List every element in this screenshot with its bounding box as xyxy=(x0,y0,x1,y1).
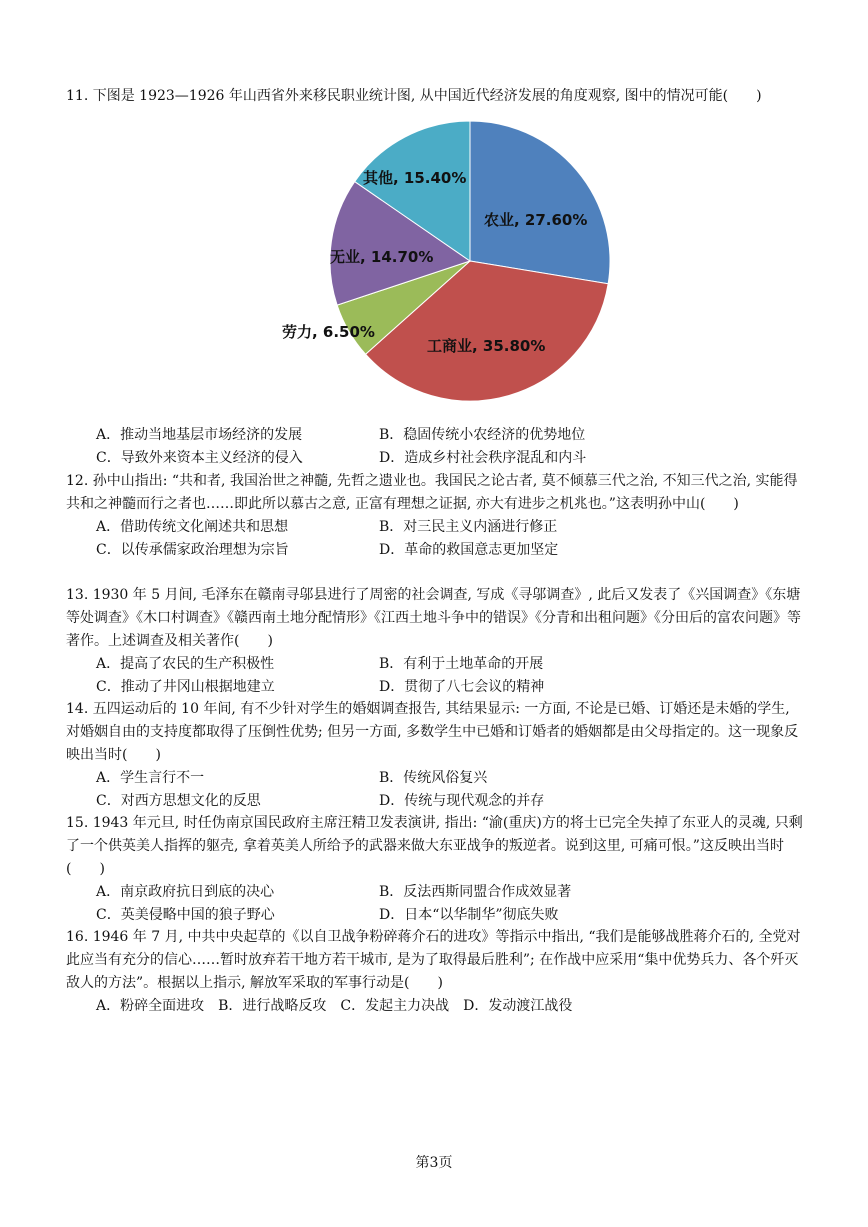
question-14 xyxy=(66,698,806,813)
q12-option-d[interactable]: D．革命的救国意志更加坚定 xyxy=(379,542,559,558)
q13-option-c[interactable]: C．推动了井冈山根据地建立 xyxy=(96,679,275,695)
q14-option-d[interactable]: D．传统与现代观念的并存 xyxy=(379,793,545,809)
question-16-stem: 16. 1946 年 7 月, 中共中央起草的《以自卫战争粉碎蒋介石的进攻》等指示中指出, “我们是能够战胜蒋介石的, 全党对此应当有充分的信心……暂时放弃若干地方若干城市, 是为了取得最后胜利”; 在作战中应采用“集中优势兵力、各个歼灭敌人的方法”。根据以上指示, 解放军采取的军事行动是( ) xyxy=(66,929,801,991)
q16-option-d[interactable]: D．发动渡江战役 xyxy=(463,998,573,1014)
question-15 xyxy=(66,812,806,927)
q11-option-b[interactable]: B．稳固传统小农经济的优势地位 xyxy=(379,427,586,443)
slice-label-agriculture: 农业, 27.60% xyxy=(484,211,588,229)
question-11 xyxy=(66,85,806,108)
q16-option-b[interactable]: B．进行战略反攻 xyxy=(218,998,327,1014)
q12-option-b[interactable]: B．对三民主义内涵进行修正 xyxy=(379,519,558,535)
question-11-stem: 11. 下图是 1923—1926 年山西省外来移民职业统计图, 从中国近代经济发展的角度观察, 图中的情况可能( ) xyxy=(66,88,762,104)
question-13-stem: 13. 1930 年 5 月间, 毛泽东在赣南寻邬县进行了周密的社会调查, 写成《寻邬调查》, 此后又发表了《兴国调查》《东塘等处调查》《木口村调查》《赣西南土地分配情形》《江西土地斗争中的错误》《分青和出租问题》《分田后的富农问题》等著作。上述调查及相关著作( ) xyxy=(66,587,801,649)
slice-label-industry-commerce: 工商业, 35.80% xyxy=(427,337,546,355)
pie-slice-agriculture xyxy=(470,121,610,284)
q11-option-d[interactable]: D．造成乡村社会秩序混乱和内斗 xyxy=(379,450,587,466)
question-15-stem: 15. 1943 年元旦, 时任伪南京国民政府主席汪精卫发表演讲, 指出: “渝(重庆)方的将士已完全失掉了东亚人的灵魂, 只剩了一个供英美人指挥的躯壳, 拿着英美人所给予的武器来做大东亚战争的叛逆者。说到这里, 可痛可恨。”这反映出当时( ) xyxy=(66,815,803,877)
q15-option-c[interactable]: C．英美侵略中国的狼子野心 xyxy=(96,907,275,923)
q12-option-a[interactable]: A．借助传统文化阐述共和思想 xyxy=(96,519,289,535)
question-16 xyxy=(66,926,806,1018)
q15-option-b[interactable]: B．反法西斯同盟合作成效显著 xyxy=(379,884,572,900)
question-13 xyxy=(66,584,806,699)
q15-option-d[interactable]: D．日本“以华制华”彻底失败 xyxy=(379,907,559,923)
q13-option-a[interactable]: A．提高了农民的生产积极性 xyxy=(96,656,275,672)
page-number: 第3页 xyxy=(415,1155,453,1171)
q13-option-b[interactable]: B．有利于土地革命的开展 xyxy=(379,656,544,672)
slice-label-labor: 劳力, 6.50% xyxy=(282,323,375,341)
question-11-options xyxy=(66,424,806,470)
q14-option-c[interactable]: C．对西方思想文化的反思 xyxy=(96,793,261,809)
q12-option-c[interactable]: C．以传承儒家政治理想为宗旨 xyxy=(96,542,289,558)
q14-option-a[interactable]: A．学生言行不一 xyxy=(96,770,205,786)
q15-option-a[interactable]: A．南京政府抗日到底的决心 xyxy=(96,884,275,900)
question-14-stem: 14. 五四运动后的 10 年间, 有不少针对学生的婚姻调查报告, 其结果显示: 一方面, 不论是已婚、订婚还是未婚的学生, 对婚姻自由的支持度都取得了压倒性优势; 但另一方面, 多数学生中已婚和订婚者的婚姻都是由父母指定的。这一现象反映出当时( ) xyxy=(66,701,799,763)
q11-option-c[interactable]: C．导致外来资本主义经济的侵入 xyxy=(96,450,303,466)
q16-option-a[interactable]: A．粉碎全面进攻 xyxy=(96,998,205,1014)
question-12 xyxy=(66,470,806,562)
slice-label-unemployed: 无业, 14.70% xyxy=(330,248,434,266)
q13-option-d[interactable]: D．贯彻了八七会议的精神 xyxy=(379,679,545,695)
question-12-stem: 12. 孙中山指出: “共和者, 我国治世之神髓, 先哲之遗业也。我国民之论古者, 莫不倾慕三代之治, 不知三代之治, 实能得共和之神髓而行之者也……即此所以慕古之意, 正富有理想之证据, 亦大有进步之机兆也。”这表明孙中山( ) xyxy=(66,473,798,512)
q16-option-c[interactable]: C．发起主力决战 xyxy=(340,998,450,1014)
occupation-pie-chart xyxy=(270,117,610,412)
q11-option-a[interactable]: A．推动当地基层市场经济的发展 xyxy=(96,427,303,443)
q14-option-b[interactable]: B．传统风俗复兴 xyxy=(379,770,488,786)
slice-label-other: 其他, 15.40% xyxy=(363,169,467,187)
